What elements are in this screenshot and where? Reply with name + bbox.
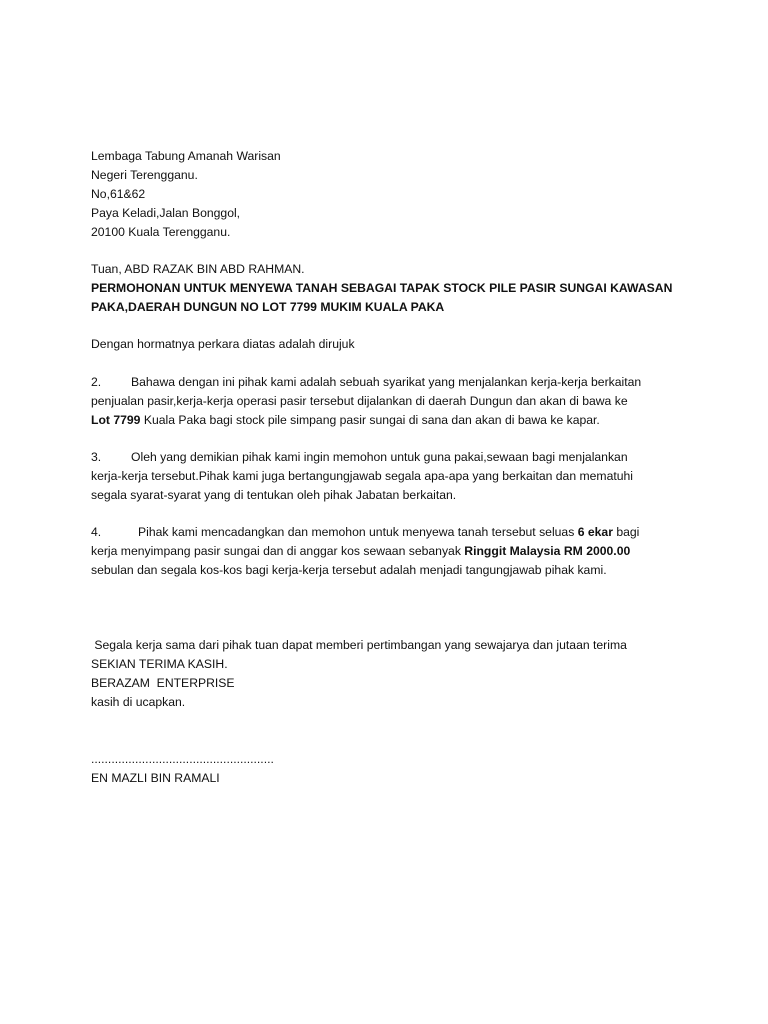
paragraph-text: Oleh yang demikian pihak kami ingin memohon untuk guna pakai,sewaan bagi menjalankan xyxy=(131,450,628,464)
lot-number: Lot 7799 xyxy=(91,413,141,427)
signoff-thanks: SEKIAN TERIMA KASIH. xyxy=(91,657,228,671)
closing-text: Segala kerja sama dari pihak tuan dapat memberi pertimbangan yang sewajarya dan jutaan terima xyxy=(91,638,627,652)
paragraph-text: Bahawa dengan ini pihak kami adalah sebuah syarikat yang menjalankan kerja-kerja berkaitan xyxy=(131,375,642,389)
paragraph-text: bagi xyxy=(612,525,640,539)
intro-text: Dengan hormatnya perkara diatas adalah dirujuk xyxy=(91,337,355,351)
address-line: No,61&62 xyxy=(91,187,146,201)
recipient-address xyxy=(91,147,686,242)
paragraph-2 xyxy=(91,373,686,430)
address-line: Paya Keladi,Jalan Bonggol, xyxy=(91,206,241,220)
paragraph-text: kerja-kerja tersebut.Pihak kami juga bertangungjawab segala apa-apa yang berkaitan dan mematuhi xyxy=(91,469,633,483)
rental-amount: Ringgit Malaysia RM 2000.00 xyxy=(464,544,631,558)
paragraph-number: 3. xyxy=(91,450,102,464)
address-line: 20100 Kuala Terengganu. xyxy=(91,225,231,239)
subject-line: PAKA,DAERAH DUNGUN NO LOT 7799 MUKIM KUALA PAKA xyxy=(91,300,445,314)
signature-line: ...................................................... xyxy=(91,752,274,766)
paragraph-text: Pihak kami mencadangkan dan memohon untuk menyewa tanah tersebut seluas xyxy=(138,525,578,539)
paragraph-4 xyxy=(91,523,686,580)
paragraph-text: kerja menyimpang pasir sungai dan di anggar kos sewaan sebanyak xyxy=(91,544,465,558)
paragraph-3 xyxy=(91,448,686,505)
paragraph-number: 2. xyxy=(91,375,102,389)
salutation-and-subject xyxy=(91,260,686,317)
address-line: Negeri Terengganu. xyxy=(91,168,198,182)
closing-text: kasih di ucapkan. xyxy=(91,695,186,709)
address-line: Lembaga Tabung Amanah Warisan xyxy=(91,149,281,163)
intro-paragraph xyxy=(91,335,686,354)
paragraph-text: sebulan dan segala kos-kos bagi kerja-kerja tersebut adalah menjadi tangungjawab pihak kami. xyxy=(91,563,607,577)
signature-block xyxy=(91,750,686,788)
signatory-name: EN MAZLI BIN RAMALI xyxy=(91,771,220,785)
company-name: BERAZAM ENTERPRISE xyxy=(91,676,235,690)
paragraph-text: segala syarat-syarat yang di tentukan oleh pihak Jabatan berkaitan. xyxy=(91,488,457,502)
salutation: Tuan, ABD RAZAK BIN ABD RAHMAN. xyxy=(91,262,305,276)
subject-line: PERMOHONAN UNTUK MENYEWA TANAH SEBAGAI TAPAK STOCK PILE PASIR SUNGAI KAWASAN xyxy=(91,281,673,295)
paragraph-text: Kuala Paka bagi stock pile simpang pasir sungai di sana dan akan di bawa ke kapar. xyxy=(140,413,600,427)
land-area: 6 ekar xyxy=(577,525,613,539)
signoff xyxy=(91,655,686,693)
paragraph-text: penjualan pasir,kerja-kerja operasi pasir tersebut dijalankan di daerah Dungun dan akan di bawa ke xyxy=(91,394,628,408)
paragraph-number: 4. xyxy=(91,525,102,539)
